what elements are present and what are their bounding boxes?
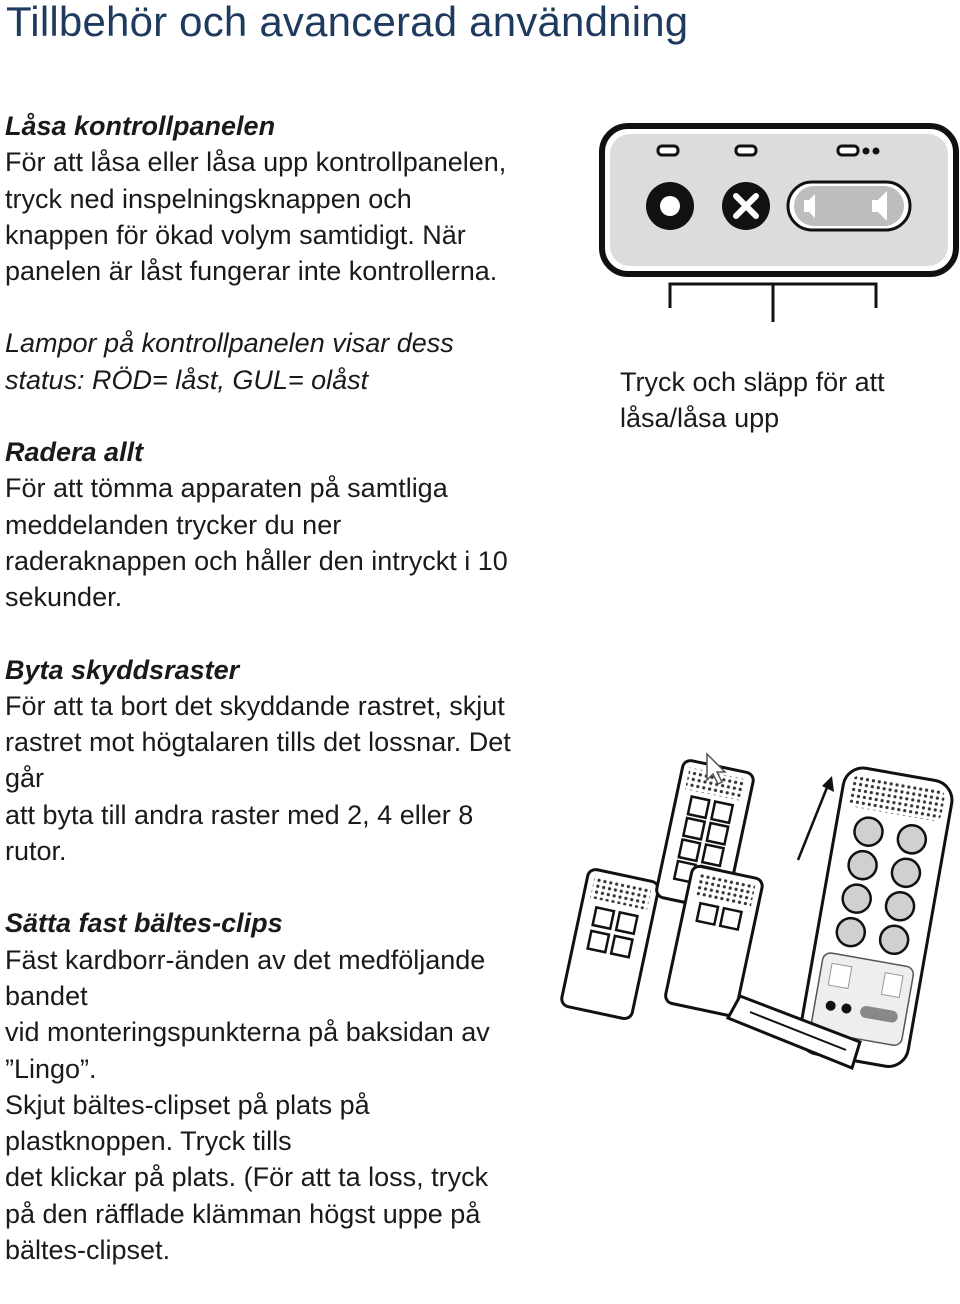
- paragraph-line: För att ta bort det skyddande rastret, skjut: [5, 690, 505, 721]
- paragraph-line: det klickar på plats. (För att ta loss, tryck: [5, 1162, 489, 1193]
- paragraph-line: ”Lingo”.: [5, 1053, 97, 1084]
- paragraph-line: panelen är låst fungerar inte kontrollerna.: [5, 256, 498, 287]
- recorder-grille-figure: [560, 750, 955, 1075]
- callout-bracket: [670, 284, 876, 322]
- section-change-grille: [5, 652, 590, 870]
- paragraph-line: Lampor på kontrollpanelen visar dess: [5, 328, 454, 359]
- paragraph-line: bältes-clipset.: [5, 1235, 171, 1266]
- paragraph-line: För att låsa eller låsa upp kontrollpanelen,: [5, 147, 507, 178]
- caption-line: Tryck och släpp för att: [620, 367, 885, 397]
- paragraph-line: plastknoppen. Tryck tills: [5, 1126, 292, 1157]
- lamp-indicator-1: [658, 146, 678, 155]
- paragraph-line: meddelanden trycker du ner: [5, 509, 342, 540]
- paragraph-line: rastret mot högtalaren tills det lossnar. Det: [5, 727, 511, 758]
- lamp-dot-2: [873, 148, 880, 155]
- slide-arrow-icon: [798, 776, 834, 860]
- paragraph-line: Fäst kardborr-änden av det medföljande: [5, 944, 486, 975]
- grille-2-icon: [560, 868, 660, 1020]
- section-heading-lock: Låsa kontrollpanelen: [5, 111, 276, 141]
- lamp-dot-1: [863, 148, 870, 155]
- control-panel-illustration: [598, 122, 960, 322]
- volume-rocker-icon: [788, 182, 910, 230]
- paragraph-line: sekunder.: [5, 582, 123, 613]
- paragraph-line: vid monteringspunkterna på baksidan av: [5, 1017, 490, 1048]
- lamp-indicator-2: [736, 146, 756, 155]
- callout-caption: [620, 364, 940, 437]
- section-belt-clip: [5, 905, 590, 1268]
- paragraph-line: status: RÖD= låst, GUL= olåst: [5, 364, 369, 395]
- record-button-icon: [646, 182, 694, 230]
- section-heading-erase: Radera allt: [5, 437, 144, 468]
- paragraph-line: tryck ned inspelningsknappen och: [5, 183, 412, 214]
- page-title: Tillbehör och avancerad användning: [6, 0, 689, 45]
- paragraph-line: att byta till andra raster med 2, 4 eller 8: [5, 799, 474, 830]
- caption-line: låsa/låsa upp: [620, 403, 780, 434]
- paragraph-line: Skjut bältes-clipset på plats på: [5, 1089, 370, 1120]
- section-erase-all: [5, 434, 590, 615]
- paragraph-line: För att tömma apparaten på samtliga: [5, 473, 448, 504]
- section-lock-panel: [5, 108, 590, 289]
- paragraph-line: knappen för ökad volym samtidigt. När: [5, 219, 466, 250]
- lamp-indicator-3: [838, 146, 858, 155]
- section-heading-grille: Byta skyddsraster: [5, 654, 240, 685]
- paragraph-line: rutor.: [5, 836, 67, 867]
- paragraph-line: raderaknappen och håller den intryckt i 10: [5, 545, 508, 576]
- section-heading-clip: Sätta fast bältes-clips: [5, 908, 283, 939]
- section-lamp-status: [5, 325, 590, 398]
- body-text-column: [5, 108, 590, 1304]
- delete-button-icon: [722, 182, 770, 230]
- control-panel-figure: [598, 122, 960, 327]
- paragraph-line: bandet: [5, 980, 88, 1011]
- paragraph-line: på den räfflade klämman högst uppe på: [5, 1198, 481, 1229]
- recorder-illustration: [560, 750, 955, 1070]
- recorder-device-icon: [796, 765, 955, 1070]
- paragraph-line: går: [5, 763, 45, 794]
